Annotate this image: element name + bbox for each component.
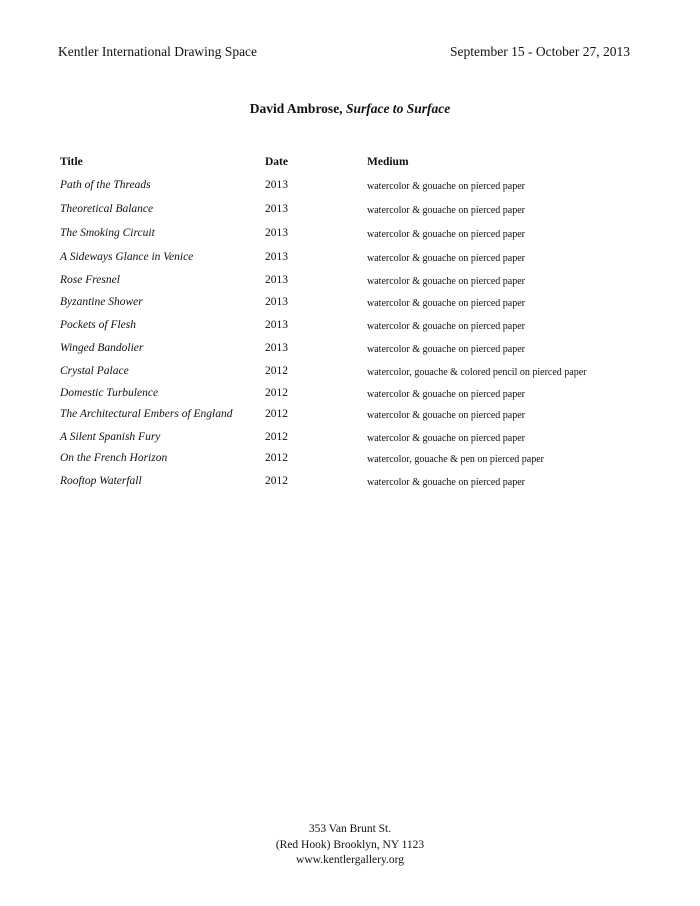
artwork-title: Rooftop Waterfall [60, 475, 142, 487]
table-row [0, 227, 700, 243]
artwork-date: 2013 [265, 179, 288, 191]
artwork-medium: watercolor, gouache & pen on pierced paper [367, 454, 545, 465]
artwork-medium: watercolor & gouache on pierced paper [367, 410, 525, 421]
artwork-title: The Architectural Embers of England [60, 408, 233, 420]
artwork-title: Byzantine Shower [60, 296, 143, 308]
artwork-medium: watercolor & gouache on pierced paper [367, 389, 525, 400]
table-row [0, 387, 700, 403]
table-row [0, 203, 700, 219]
exhibition-dates: September 15 - October 27, 2013 [450, 44, 630, 59]
artwork-title: The Smoking Circuit [60, 227, 155, 239]
artwork-title: A Sideways Glance in Venice [60, 251, 194, 263]
artwork-medium: watercolor & gouache on pierced paper [367, 321, 525, 332]
artwork-title: Crystal Palace [60, 365, 129, 377]
table-row [0, 431, 700, 447]
artwork-date: 2013 [265, 342, 288, 354]
artwork-medium: watercolor, gouache & colored pencil on pierced paper [367, 367, 587, 378]
artwork-title: Domestic Turbulence [60, 387, 159, 399]
table-row [0, 408, 700, 424]
artwork-date: 2012 [265, 365, 288, 377]
exhibition-heading [0, 101, 700, 117]
artwork-medium: watercolor & gouache on pierced paper [367, 205, 525, 216]
artwork-medium: watercolor & gouache on pierced paper [367, 433, 525, 444]
artwork-date: 2013 [265, 296, 288, 308]
artwork-date: 2012 [265, 431, 288, 443]
venue-name: Kentler International Drawing Space [58, 44, 258, 59]
artwork-medium: watercolor & gouache on pierced paper [367, 298, 525, 309]
artwork-date: 2013 [265, 227, 288, 239]
table-row [0, 475, 700, 491]
column-header-date: Date [265, 156, 288, 168]
artist-name: David Ambrose, [249, 101, 343, 116]
footer-address [0, 822, 700, 869]
artwork-medium: watercolor & gouache on pierced paper [367, 276, 525, 287]
address-line-2: (Red Hook) Brooklyn, NY 1123 [275, 838, 425, 851]
artwork-title: A Silent Spanish Fury [60, 431, 161, 443]
table-row [0, 251, 700, 267]
exhibition-title: Surface to Surface [345, 101, 451, 116]
table-row [0, 365, 700, 381]
table-row [0, 179, 700, 195]
artwork-date: 2012 [265, 387, 288, 399]
artwork-title: Path of the Threads [60, 179, 151, 191]
artwork-date: 2012 [265, 408, 288, 420]
artwork-medium: watercolor & gouache on pierced paper [367, 253, 525, 264]
artwork-medium: watercolor & gouache on pierced paper [367, 229, 525, 240]
artwork-date: 2013 [265, 251, 288, 263]
table-row [0, 342, 700, 358]
column-header-medium: Medium [367, 156, 409, 168]
table-row [0, 274, 700, 290]
table-row [0, 296, 700, 312]
artwork-date: 2013 [265, 274, 288, 286]
artwork-medium: watercolor & gouache on pierced paper [367, 477, 525, 488]
table-row [0, 452, 700, 468]
table-row [0, 319, 700, 335]
website-link[interactable]: www.kentlergallery.org [296, 854, 404, 866]
artwork-medium: watercolor & gouache on pierced paper [367, 181, 525, 192]
artwork-title: Rose Fresnel [60, 274, 120, 286]
address-line-1: 353 Van Brunt St. [308, 823, 392, 835]
artwork-title: Winged Bandolier [60, 342, 144, 354]
artwork-date: 2013 [265, 203, 288, 215]
artwork-date: 2012 [265, 475, 288, 487]
artwork-date: 2012 [265, 452, 288, 464]
artwork-date: 2013 [265, 319, 288, 331]
artwork-medium: watercolor & gouache on pierced paper [367, 344, 525, 355]
artwork-title: On the French Horizon [60, 452, 168, 464]
artwork-title: Pockets of Flesh [60, 319, 137, 331]
column-header-title: Title [60, 156, 83, 168]
artwork-title: Theoretical Balance [60, 203, 154, 215]
